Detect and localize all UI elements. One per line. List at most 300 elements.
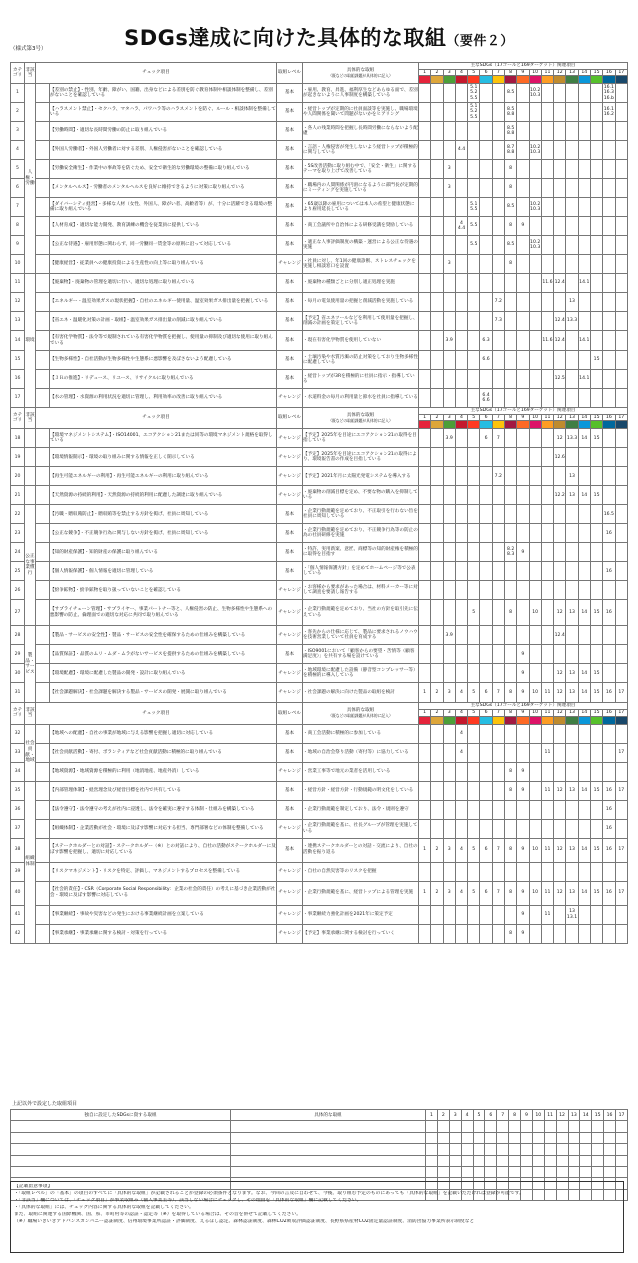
na-checkbox[interactable] xyxy=(36,524,50,543)
sdg-target-cell: 17 xyxy=(615,683,628,703)
na-checkbox[interactable] xyxy=(36,370,50,389)
sdg-target-cell xyxy=(590,562,602,581)
sdg-goal-number: 3 xyxy=(443,414,455,421)
sdg-target-cell[interactable] xyxy=(497,1144,509,1155)
extra-blank-row xyxy=(11,1121,628,1132)
extra-action-field[interactable] xyxy=(231,1155,426,1166)
action-field[interactable]: ・事業継続力強化計画を2021年に策定予定 xyxy=(303,905,419,924)
sdg-target-cell[interactable] xyxy=(473,1121,485,1132)
sdg-target-cell xyxy=(554,122,566,141)
na-checkbox[interactable] xyxy=(36,862,50,881)
sdg-target-cell[interactable] xyxy=(580,1132,592,1143)
sdg-target-cell[interactable] xyxy=(497,1166,509,1177)
sdg-target-cell[interactable] xyxy=(616,1166,628,1177)
sdg-target-cell[interactable] xyxy=(604,1155,616,1166)
na-checkbox[interactable] xyxy=(36,924,50,943)
extra-blank-row xyxy=(11,1132,628,1143)
sdg-target-cell[interactable] xyxy=(568,1132,580,1143)
na-checkbox[interactable] xyxy=(36,626,50,645)
sdg-target-cell[interactable] xyxy=(580,1121,592,1132)
na-checkbox[interactable] xyxy=(36,179,50,198)
action-field[interactable]: ・ISO9001において「顧客からの要望・苦情等（顧客満足度）」を共有する場を設けている xyxy=(303,645,419,664)
sdg-target-cell[interactable] xyxy=(485,1132,497,1143)
sdg-target-cell[interactable] xyxy=(532,1144,544,1155)
sdg-target-cell[interactable] xyxy=(592,1155,604,1166)
sdg-target-cell xyxy=(566,255,578,274)
extra-item-field[interactable] xyxy=(11,1155,231,1166)
na-checkbox[interactable] xyxy=(36,217,50,236)
action-field[interactable]: 【予定】省エネツールなどを利用して使用量を把握し、削減の計画を策定している xyxy=(303,312,419,331)
sdg-target-cell[interactable] xyxy=(509,1144,521,1155)
sdg-target-cell xyxy=(566,448,578,467)
sdg-target-cell[interactable] xyxy=(509,1155,521,1166)
sdg-target-cell[interactable] xyxy=(437,1144,449,1155)
sdg-target-cell[interactable] xyxy=(568,1121,580,1132)
na-checkbox[interactable] xyxy=(36,389,50,408)
sdg-target-cell[interactable] xyxy=(461,1144,473,1155)
sdg-target-cell[interactable] xyxy=(521,1132,533,1143)
header-na: 非該当 xyxy=(25,408,36,429)
sdg-target-cell: 9 xyxy=(517,762,529,781)
sdg-target-cell[interactable] xyxy=(437,1166,449,1177)
table-row xyxy=(11,255,628,274)
action-field[interactable]: ・企業行動規範を定めており、不正競争行為等の防止の為の社員研修を実施 xyxy=(303,524,419,543)
sdg-target-cell[interactable] xyxy=(449,1166,461,1177)
na-checkbox[interactable] xyxy=(36,819,50,838)
na-checkbox[interactable] xyxy=(36,781,50,800)
sdg-goal-color-icon xyxy=(505,421,516,428)
sdg-target-cell[interactable] xyxy=(556,1155,568,1166)
sdg-target-cell[interactable] xyxy=(616,1121,628,1132)
na-checkbox[interactable] xyxy=(36,905,50,924)
sdg-target-cell xyxy=(603,448,615,467)
sdg-target-cell xyxy=(443,664,455,683)
sdg-target-cell xyxy=(431,486,443,505)
na-checkbox[interactable] xyxy=(36,312,50,331)
sdg-target-cell[interactable] xyxy=(556,1144,568,1155)
sdg-target-cell[interactable] xyxy=(437,1155,449,1166)
sdg-target-cell[interactable] xyxy=(604,1166,616,1177)
sdg-target-cell[interactable] xyxy=(532,1155,544,1166)
sdg-target-cell xyxy=(468,762,480,781)
extra-item-field[interactable] xyxy=(11,1121,231,1132)
sdg-target-cell xyxy=(590,179,602,198)
action-field[interactable]: 【予定】2025年を目途にエコアクション21の取得により、環境報告書の作成を目指している xyxy=(303,448,419,467)
sdg-target-cell[interactable] xyxy=(521,1155,533,1166)
sdg-target-cell[interactable] xyxy=(497,1121,509,1132)
sdg-target-cell[interactable] xyxy=(544,1144,556,1155)
action-field[interactable]: ・連携ステークホルダーとの対話・交流により、自社の活動を振り返る xyxy=(303,838,419,862)
sdg-target-cell[interactable] xyxy=(437,1132,449,1143)
action-field[interactable]: ・地域の自治会祭り活動（寄付等）に協力している xyxy=(303,743,419,762)
action-field[interactable]: ・企業行動規範を基に、社長グループが管理を実施している xyxy=(303,819,419,838)
row-number: 9 xyxy=(11,236,25,255)
sdg-target-cell xyxy=(590,581,602,600)
sdg-target-cell xyxy=(431,664,443,683)
sdg-target-cell xyxy=(529,645,541,664)
sdg-goal-number: 2 xyxy=(431,414,443,421)
na-checkbox[interactable] xyxy=(36,562,50,581)
level-cell: 基本 xyxy=(277,274,303,293)
level-cell: 基本 xyxy=(277,122,303,141)
check-item: 【品質保証】・品質のムリ・ムダ・ムラがないサービスを提供するための仕組みを構築している xyxy=(50,645,277,664)
action-field[interactable]: ・自社の自然災害等のリスクを把握 xyxy=(303,862,419,881)
na-checkbox[interactable] xyxy=(36,645,50,664)
action-field[interactable]: ・商工会議所や自治体による研修受講を奨励している xyxy=(303,217,419,236)
action-field[interactable]: ・雇用、教育、昇進、福利厚生などあらゆる面で、差別が起きないように人事制度を構築している xyxy=(303,84,419,103)
check-item: 【外国人労働者】・外国人労働者に対する差別、人権侵害がないことを確認している xyxy=(50,141,277,160)
sdg-target-cell xyxy=(578,448,590,467)
sdg-target-cell[interactable] xyxy=(532,1121,544,1132)
sdg-target-cell: 1 xyxy=(419,683,431,703)
sdg-target-cell: 13 xyxy=(566,664,578,683)
sdg-target-cell[interactable] xyxy=(485,1166,497,1177)
sdg-goal-icon xyxy=(541,421,553,429)
extra-action-field[interactable] xyxy=(231,1166,426,1177)
sdg-target-cell xyxy=(431,429,443,448)
sdg-target-cell: 2 xyxy=(431,683,443,703)
sdg-target-cell[interactable] xyxy=(592,1144,604,1155)
sdg-target-cell: 8 xyxy=(504,683,516,703)
header-sdg-title: 主なSDGs（17ゴールと169ターゲット）関連項目 xyxy=(419,703,628,710)
na-checkbox[interactable] xyxy=(36,103,50,122)
sdg-target-cell xyxy=(566,724,578,743)
sdg-target-cell xyxy=(590,141,602,160)
sdg-target-cell[interactable] xyxy=(473,1166,485,1177)
category-cell xyxy=(25,84,36,274)
na-checkbox[interactable] xyxy=(36,429,50,448)
sdg-target-cell[interactable] xyxy=(532,1132,544,1143)
sdg-target-cell[interactable] xyxy=(509,1121,521,1132)
na-checkbox[interactable] xyxy=(36,838,50,862)
extra-col-action: 具体的な取組 xyxy=(231,1110,426,1121)
sdg-target-cell[interactable] xyxy=(426,1132,438,1143)
sdg-target-cell[interactable] xyxy=(461,1132,473,1143)
action-field[interactable]: ・65歳以降の雇用については本人の希望と健康状態により雇用延長している xyxy=(303,198,419,217)
na-checkbox[interactable] xyxy=(36,84,50,103)
sdg-target-cell[interactable] xyxy=(521,1144,533,1155)
na-checkbox[interactable] xyxy=(36,581,50,600)
sdg-target-cell[interactable] xyxy=(461,1121,473,1132)
sdg-target-cell[interactable] xyxy=(449,1144,461,1155)
na-checkbox[interactable] xyxy=(36,467,50,486)
sdg-target-cell[interactable] xyxy=(426,1144,438,1155)
sdgs-checklist-table xyxy=(10,62,628,944)
sdg-target-cell xyxy=(541,370,553,389)
level-cell: 基本 xyxy=(277,743,303,762)
sdg-target-cell[interactable] xyxy=(580,1155,592,1166)
sdg-target-cell xyxy=(554,724,566,743)
na-checkbox[interactable] xyxy=(36,486,50,505)
extra-item-field[interactable] xyxy=(11,1166,231,1177)
action-field[interactable]: ・客先からの仕様に応じて、製品に要求されるノウハウを技術営業していて社員を育成する xyxy=(303,626,419,645)
sdg-target-cell[interactable] xyxy=(568,1144,580,1155)
check-item: 【公正な待遇】・雇用形態に関わらず、同一労働同一賃金等の原則に沿って対応している xyxy=(50,236,277,255)
extra-action-field[interactable] xyxy=(231,1144,426,1155)
action-field[interactable]: ・土壌汚染や水質汚濁の防止対策をしており生物多様性に配慮している xyxy=(303,351,419,370)
sdg-target-cell xyxy=(492,524,504,543)
sdg-goal-number: 17 xyxy=(615,709,628,716)
sdg-target-cell xyxy=(541,600,553,626)
sdg-target-cell[interactable] xyxy=(521,1166,533,1177)
action-field[interactable]: ・特許、実用新案、意匠、商標等の知的財産権を積極的に取得を目指す xyxy=(303,543,419,562)
sdg-target-cell: 12.5 xyxy=(554,370,566,389)
sdg-target-cell xyxy=(492,664,504,683)
na-checkbox[interactable] xyxy=(36,600,50,626)
na-checkbox[interactable] xyxy=(36,743,50,762)
sdg-target-cell: 9 xyxy=(517,838,529,862)
sdg-target-cell[interactable] xyxy=(426,1155,438,1166)
na-checkbox[interactable] xyxy=(36,683,50,703)
sdg-target-cell xyxy=(419,486,431,505)
sdg-target-cell[interactable] xyxy=(449,1121,461,1132)
action-field[interactable]: ・商工会活動に積極的に参加している xyxy=(303,724,419,743)
sdg-target-cell xyxy=(554,217,566,236)
sdg-target-cell xyxy=(492,562,504,581)
action-field[interactable]: ・「個人情報保護方針」を定めてホームページ等で公表している xyxy=(303,562,419,581)
action-field[interactable]: ・経営方針・経営方針・行動規範の明文化をしている xyxy=(303,781,419,800)
action-field[interactable]: ・毎月の電気使用量の把握と削減活動を実施している xyxy=(303,293,419,312)
action-field[interactable]: 【予定】事業承継に関する検討を行っていく xyxy=(303,924,419,943)
sdg-target-cell xyxy=(541,389,553,408)
sdg-target-cell xyxy=(615,800,628,819)
sdg-target-cell[interactable] xyxy=(485,1144,497,1155)
sdg-target-cell[interactable] xyxy=(544,1132,556,1143)
sdg-target-cell[interactable] xyxy=(449,1132,461,1143)
extra-action-field[interactable] xyxy=(231,1121,426,1132)
na-checkbox[interactable] xyxy=(36,293,50,312)
sdg-target-cell xyxy=(517,486,529,505)
sdg-target-cell xyxy=(590,217,602,236)
sdg-target-cell[interactable] xyxy=(616,1155,628,1166)
action-field[interactable]: ・企業行動規範を定めており、不正取引を行わない旨を社員に周知している xyxy=(303,505,419,524)
na-checkbox[interactable] xyxy=(36,236,50,255)
sdg-target-cell xyxy=(578,122,590,141)
sdg-target-cell[interactable] xyxy=(509,1132,521,1143)
sdg-goal-color-icon xyxy=(579,717,590,724)
na-checkbox[interactable] xyxy=(36,762,50,781)
sdg-target-cell xyxy=(517,600,529,626)
na-checkbox[interactable] xyxy=(36,664,50,683)
sdg-target-cell xyxy=(590,255,602,274)
na-checkbox[interactable] xyxy=(36,543,50,562)
sdg-target-cell xyxy=(541,562,553,581)
na-checkbox[interactable] xyxy=(36,881,50,905)
sdg-target-cell xyxy=(431,122,443,141)
action-field[interactable]: ・職場内の人間関係が円滑になるように部門長が定期的にミーティングを実施している xyxy=(303,179,419,198)
sdg-target-cell xyxy=(431,862,443,881)
sdg-target-cell xyxy=(492,924,504,943)
action-field[interactable]: ・水道料金の毎月の利用量と節水を社員に指導している xyxy=(303,389,419,408)
sdg-target-cell[interactable] xyxy=(604,1144,616,1155)
na-checkbox[interactable] xyxy=(36,141,50,160)
action-field[interactable]: ・経営トップが定期的に社員面談等を実施し、職場環境や人間関係を聞いて問題がないかをヒアリング xyxy=(303,103,419,122)
sdg-target-cell[interactable] xyxy=(568,1155,580,1166)
na-checkbox[interactable] xyxy=(36,331,50,351)
sdg-target-cell[interactable] xyxy=(580,1144,592,1155)
action-field[interactable]: ・各人の残業時間を把握し長時間労働にならないよう配慮 xyxy=(303,122,419,141)
sdg-target-cell[interactable] xyxy=(604,1121,616,1132)
sdg-target-cell xyxy=(480,524,492,543)
na-checkbox[interactable] xyxy=(36,724,50,743)
row-number: 42 xyxy=(11,924,25,943)
sdg-target-cell xyxy=(529,331,541,351)
action-field[interactable]: ・社員に対し、年1回の健康診断、ストレスチェックを実施し相談窓口を設置 xyxy=(303,255,419,274)
na-checkbox[interactable] xyxy=(36,505,50,524)
na-checkbox[interactable] xyxy=(36,160,50,179)
row-number: 41 xyxy=(11,905,25,924)
sdg-target-cell xyxy=(431,351,443,370)
sdg-target-cell xyxy=(590,122,602,141)
na-checkbox[interactable] xyxy=(36,198,50,217)
action-field[interactable]: 【予定】2025年を目途にエコアクション21の取得を目指している xyxy=(303,429,419,448)
sdg-target-cell xyxy=(590,762,602,781)
sdg-target-cell xyxy=(541,724,553,743)
sdg-target-cell[interactable] xyxy=(426,1166,438,1177)
sdg-target-cell xyxy=(554,924,566,943)
sdg-target-cell[interactable] xyxy=(485,1155,497,1166)
action-field[interactable]: 【予定】2021年月に太陽光発電システムを導入する xyxy=(303,467,419,486)
na-checkbox[interactable] xyxy=(36,274,50,293)
sdg-goal-number: 6 xyxy=(485,1110,497,1121)
extra-action-field[interactable] xyxy=(231,1132,426,1143)
action-field[interactable]: ・言語・人権侵害が発生しないよう経営トップが積極的に関与している xyxy=(303,141,419,160)
extra-item-field[interactable] xyxy=(11,1144,231,1155)
sdg-target-cell[interactable] xyxy=(473,1155,485,1166)
sdg-target-cell xyxy=(455,467,467,486)
na-checkbox[interactable] xyxy=(36,448,50,467)
na-checkbox[interactable] xyxy=(36,122,50,141)
sdg-target-cell[interactable] xyxy=(473,1144,485,1155)
action-field[interactable]: ・企業行動規範を制定しており、法令・規則を遵守 xyxy=(303,800,419,819)
na-checkbox[interactable] xyxy=(36,351,50,370)
sdg-target-cell xyxy=(431,924,443,943)
sdg-target-cell xyxy=(455,370,467,389)
sdg-target-cell[interactable] xyxy=(556,1166,568,1177)
sdg-target-cell xyxy=(517,370,529,389)
sdg-target-cell[interactable] xyxy=(497,1155,509,1166)
sdg-target-cell[interactable] xyxy=(592,1166,604,1177)
sdg-target-cell xyxy=(504,429,516,448)
action-field[interactable]: ・地域環境に配慮した設備（静音型コンプレッサー等）を積極的に導入している xyxy=(303,664,419,683)
sdg-goal-number: 5 xyxy=(468,414,480,421)
sdg-target-cell xyxy=(443,645,455,664)
header-na: 非該当 xyxy=(25,63,36,84)
level-cell: 基本 xyxy=(277,543,303,562)
sdg-target-cell xyxy=(529,743,541,762)
action-field[interactable]: ・経営トップが3Rを積極的に社員に指示・指導している xyxy=(303,370,419,389)
row-number: 32 xyxy=(11,724,25,743)
sdg-target-cell[interactable] xyxy=(437,1121,449,1132)
sdg-target-cell xyxy=(455,122,467,141)
sdg-goal-color-icon xyxy=(444,76,455,83)
sdg-target-cell[interactable] xyxy=(521,1121,533,1132)
action-field[interactable]: ・廃棄物の削減目標を定め、不要な物の購入を抑制している xyxy=(303,486,419,505)
action-field[interactable]: ・5S改善活動に取り組む中で、「安全・衛生」に関するテーマを取り上げて改善している xyxy=(303,160,419,179)
sdg-target-cell xyxy=(541,179,553,198)
sdg-target-cell[interactable] xyxy=(449,1155,461,1166)
sdg-target-cell[interactable] xyxy=(497,1132,509,1143)
action-field[interactable]: ・現在有害化学物質を使用していない xyxy=(303,331,419,351)
sdg-target-cell xyxy=(590,645,602,664)
sdg-target-cell xyxy=(504,389,516,408)
sdg-goal-icon xyxy=(554,421,566,429)
sdg-target-cell[interactable] xyxy=(556,1132,568,1143)
sdg-target-cell xyxy=(480,724,492,743)
sdg-target-cell xyxy=(554,160,566,179)
sdg-goal-number: 12 xyxy=(554,414,566,421)
action-field[interactable]: ・適正な人事評価制度の構築・運営による公正な待遇の実施 xyxy=(303,236,419,255)
na-checkbox[interactable] xyxy=(36,255,50,274)
extra-item-field[interactable] xyxy=(11,1132,231,1143)
sdg-target-cell[interactable] xyxy=(473,1132,485,1143)
sdg-target-cell[interactable] xyxy=(544,1121,556,1132)
sdg-target-cell[interactable] xyxy=(556,1121,568,1132)
sdg-target-cell[interactable] xyxy=(544,1166,556,1177)
sdg-target-cell xyxy=(590,370,602,389)
sdg-target-cell xyxy=(578,141,590,160)
sdg-target-cell[interactable] xyxy=(592,1121,604,1132)
sdg-target-cell xyxy=(603,626,615,645)
sdg-target-cell xyxy=(541,293,553,312)
sdg-target-cell: 10.2 10.3 xyxy=(529,198,541,217)
sdg-target-cell[interactable] xyxy=(616,1132,628,1143)
sdg-goal-number: 5 xyxy=(468,69,480,76)
sdg-target-cell[interactable] xyxy=(485,1121,497,1132)
action-field[interactable]: ・企業行動規範を基に、経営トップによる管理を実施 xyxy=(303,881,419,905)
sdg-target-cell[interactable] xyxy=(461,1155,473,1166)
sdg-target-cell[interactable] xyxy=(580,1166,592,1177)
sdg-target-cell[interactable] xyxy=(544,1155,556,1166)
sdg-target-cell xyxy=(603,122,615,141)
sdg-target-cell xyxy=(554,198,566,217)
sdg-target-cell[interactable] xyxy=(532,1166,544,1177)
sdg-target-cell xyxy=(554,141,566,160)
header-sdg-title: 主なSDGs（17ゴールと169ターゲット）関連項目 xyxy=(419,63,628,70)
action-field[interactable]: ・企業行動規範を定めており、当社の方針を取引先に伝えている xyxy=(303,600,419,626)
action-field[interactable]: ・廃棄物の種類ごとに分別し適正処理を実施 xyxy=(303,274,419,293)
sdg-target-cell xyxy=(455,505,467,524)
action-field[interactable]: ・社会課題の解決に向けた製品の取組を検討 xyxy=(303,683,419,703)
sdg-target-cell xyxy=(455,600,467,626)
action-field[interactable]: ・営業工事等で地元の業者を活用している xyxy=(303,762,419,781)
sdg-target-cell xyxy=(480,103,492,122)
sdg-target-cell: 5 xyxy=(468,600,480,626)
sdg-target-cell[interactable] xyxy=(616,1144,628,1155)
check-item: 【製品・サービスの安全性】・製品・サービスの安全性を確保するための仕組みを構築している xyxy=(50,626,277,645)
sdg-goal-color-icon xyxy=(591,421,602,428)
sdg-target-cell xyxy=(541,543,553,562)
action-field[interactable]: ・お客様から要求があった場合は、材料メーカー等に対して調査を要請し報告する xyxy=(303,581,419,600)
sdg-target-cell xyxy=(419,743,431,762)
row-number: 27 xyxy=(11,600,25,626)
sdg-target-cell[interactable] xyxy=(592,1132,604,1143)
sdg-target-cell xyxy=(566,743,578,762)
sdg-target-cell xyxy=(578,581,590,600)
sdg-target-cell[interactable] xyxy=(509,1166,521,1177)
level-cell: チャレンジ xyxy=(277,581,303,600)
sdg-goal-color-icon xyxy=(566,76,577,83)
sdg-target-cell[interactable] xyxy=(568,1166,580,1177)
sdg-target-cell xyxy=(578,217,590,236)
sdg-target-cell xyxy=(480,543,492,562)
row-number: 5 xyxy=(11,160,25,179)
sdg-target-cell[interactable] xyxy=(426,1121,438,1132)
sdg-target-cell[interactable] xyxy=(461,1166,473,1177)
sdg-target-cell xyxy=(541,255,553,274)
sdg-target-cell[interactable] xyxy=(604,1132,616,1143)
na-checkbox[interactable] xyxy=(36,800,50,819)
